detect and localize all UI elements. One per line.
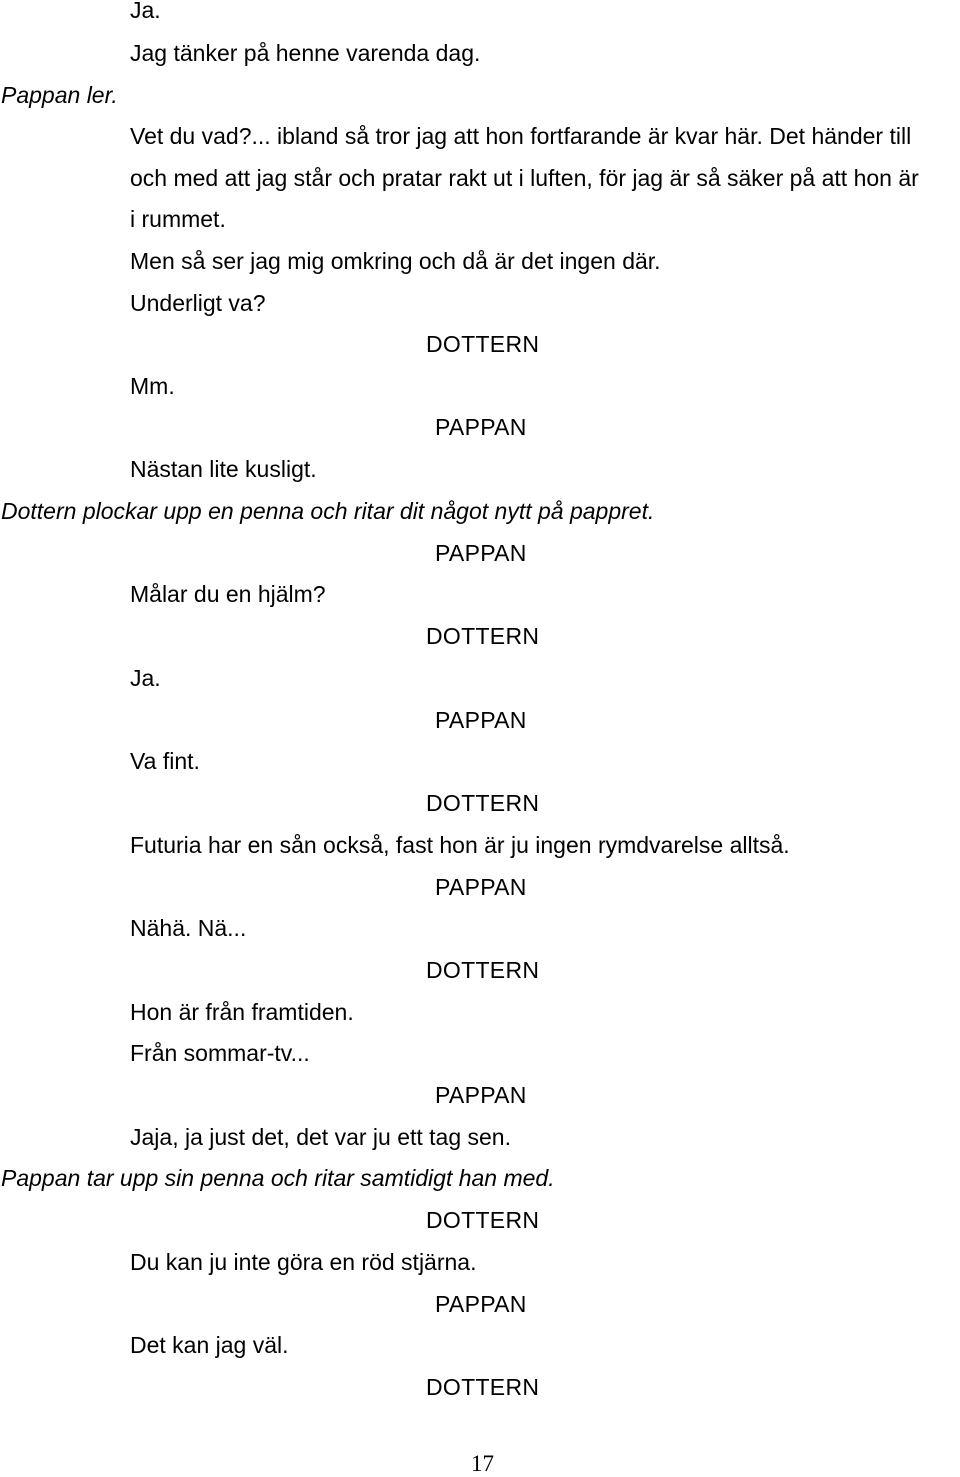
dialogue-line: Ja. (130, 665, 161, 691)
stage-direction: Pappan tar upp sin penna och ritar samtidigt han med. (1, 1165, 555, 1191)
dialogue-line: Jag tänker på henne varenda dag. (130, 40, 481, 66)
dialogue-line: Vet du vad?... ibland så tror jag att hon fortfarande är kvar här. Det händer till (130, 123, 912, 149)
character-name: DOTTERN (426, 1207, 540, 1233)
dialogue-line: Futuria har en sån också, fast hon är ju ingen rymdvarelse alltså. (130, 832, 790, 858)
dialogue-line: Va fint. (130, 748, 200, 774)
character-name: DOTTERN (426, 623, 540, 649)
dialogue-line: Hon är från framtiden. (130, 999, 354, 1025)
character-name: PAPPAN (435, 1291, 527, 1317)
dialogue-line: Målar du en hjälm? (130, 581, 326, 607)
dialogue-line: och med att jag står och pratar rakt ut i luften, för jag är så säker på att hon är (130, 165, 919, 191)
character-name: DOTTERN (426, 1374, 540, 1400)
dialogue-line: Ja. (130, 0, 161, 23)
dialogue-line: Men så ser jag mig omkring och då är det ingen där. (130, 248, 661, 274)
dialogue-line: i rummet. (130, 206, 226, 232)
character-name: PAPPAN (435, 1082, 527, 1108)
character-name: DOTTERN (426, 790, 540, 816)
character-name: PAPPAN (435, 414, 527, 440)
dialogue-line: Du kan ju inte göra en röd stjärna. (130, 1249, 477, 1275)
character-name: DOTTERN (426, 957, 540, 983)
dialogue-line: Nähä. Nä... (130, 915, 247, 941)
character-name: PAPPAN (435, 540, 527, 566)
dialogue-line: Underligt va? (130, 290, 266, 316)
stage-direction: Dottern plockar upp en penna och ritar dit något nytt på pappret. (1, 498, 655, 524)
character-name: PAPPAN (435, 707, 527, 733)
page-number: 17 (471, 1451, 494, 1476)
dialogue-line: Det kan jag väl. (130, 1332, 289, 1358)
dialogue-line: Från sommar-tv... (130, 1040, 310, 1066)
dialogue-line: Mm. (130, 373, 175, 399)
character-name: PAPPAN (435, 874, 527, 900)
dialogue-line: Jaja, ja just det, det var ju ett tag sen. (130, 1124, 511, 1150)
stage-direction: Pappan ler. (1, 82, 118, 108)
character-name: DOTTERN (426, 331, 540, 357)
dialogue-line: Nästan lite kusligt. (130, 456, 317, 482)
